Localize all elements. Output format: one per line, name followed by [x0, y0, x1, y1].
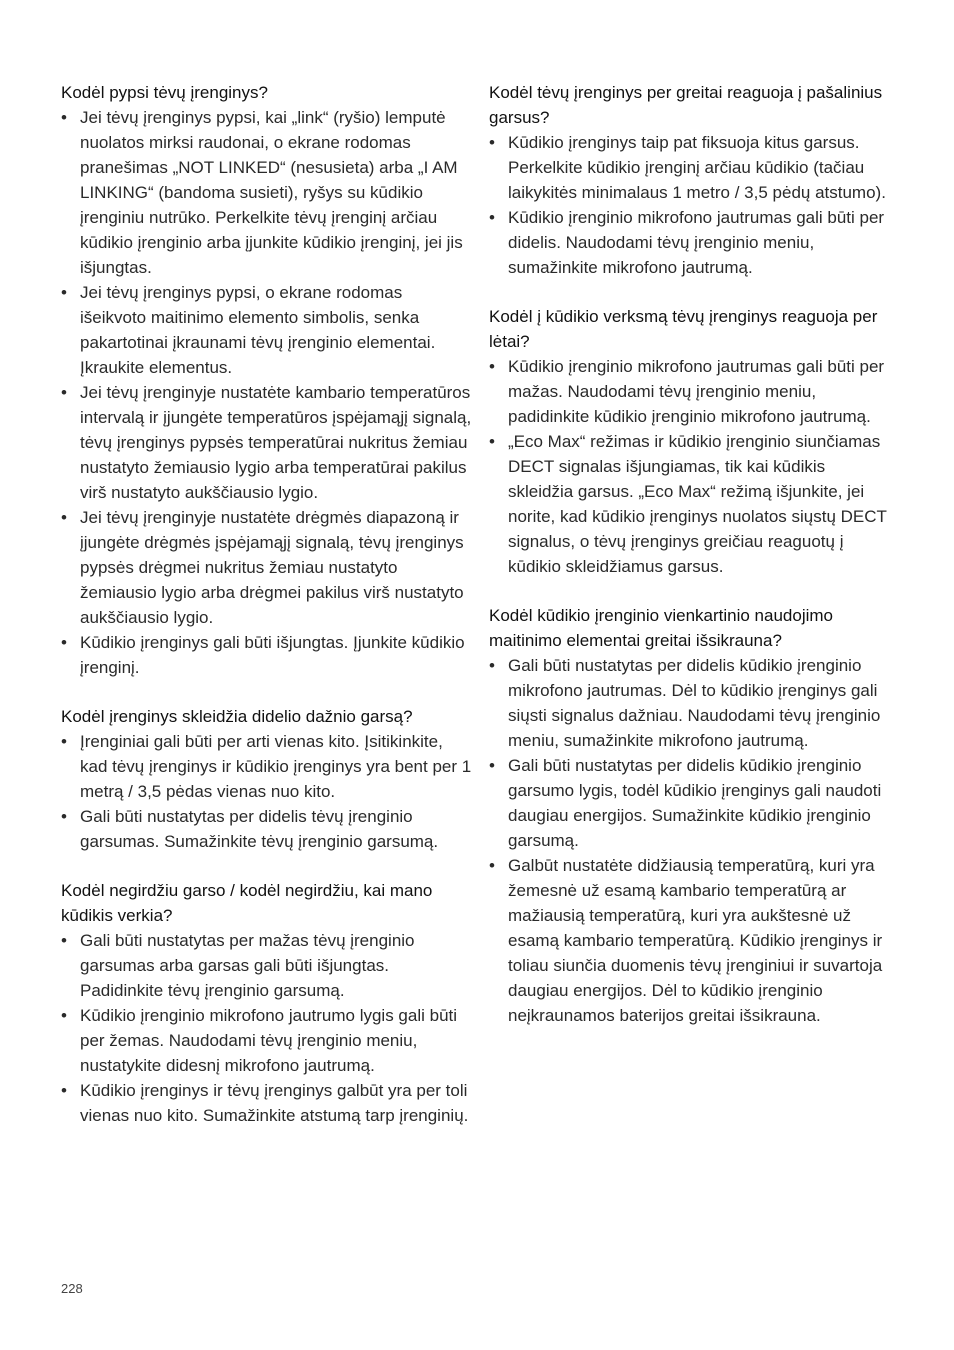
list-item — [489, 753, 893, 853]
bullet-icon: • — [61, 383, 67, 402]
section-heading: Kodėl tėvų įrenginys per greitai reaguoja į pašalinius garsus? — [489, 83, 883, 127]
bullet-icon: • — [489, 357, 495, 376]
section-heading: Kodėl negirdžiu garso / kodėl negirdžiu, kai mano kūdikis verkia? — [61, 881, 433, 925]
list-item-text: Gali būti nustatytas per didelis kūdikio įrenginio garsumo lygis, todėl kūdikio įrenginys gali naudoti daugiau energijos. Sumažinkite kūdikio įrenginio garsumą. — [508, 756, 882, 850]
list-item-text: Kūdikio įrenginys ir tėvų įrenginys galbūt yra per toli vienas nuo kito. Sumažinkite atstumą tarp įrenginių. — [80, 1081, 469, 1125]
list-item-text: Gali būti nustatytas per mažas tėvų įrenginio garsumas arba garsas gali būti išjungtas. Padidinkite tėvų įrenginio garsumą. — [80, 931, 415, 1000]
section-heading: Kodėl kūdikio įrenginio vienkartinio naudojimo maitinimo elementai greitai išsikrauna? — [489, 606, 833, 650]
list-item-text: Gali būti nustatytas per didelis tėvų įrenginio garsumas. Sumažinkite tėvų įrenginio garsumą. — [80, 807, 439, 851]
list-item-text: Kūdikio įrenginys taip pat fiksuoja kitus garsus. Perkelkite kūdikio įrenginį arčiau kūdikio (tačiau laikykitės minimalaus 1 metro / 3,5 pėdų atstumo). — [508, 133, 886, 202]
bullet-icon: • — [489, 208, 495, 227]
list-item — [61, 804, 473, 854]
list-item-text: „Eco Max“ režimas ir kūdikio įrenginio siunčiamas DECT signalas išjungiamas, tik kai kūdikis skleidžia garsus. „Eco Max“ režimą išjunkite, jei norite, kad kūdikio įrenginys nuolatos siųstų DECT signalus, o tėvų įrenginys greičiau reaguotų į kūdikio skleidžiamus garsus. — [508, 432, 887, 576]
list-item — [61, 505, 473, 630]
list-item-text: Kūdikio įrenginio mikrofono jautrumas gali būti per mažas. Naudodami tėvų įrenginio meniu, padidinkite kūdikio įrenginio mikrofono jautrumą. — [508, 357, 885, 426]
list-item-text: Jei tėvų įrenginys pypsi, o ekrane rodomas išeikvoto maitinimo elemento simbolis, senka pakartotinai įkraunami tėvų įrenginio elementai. Įkraukite elementus. — [80, 283, 436, 377]
bullet-icon: • — [489, 656, 495, 675]
list-item-text: Kūdikio įrenginio mikrofono jautrumo lygis gali būti per žemas. Naudodami tėvų įrenginio meniu, nustatykite didesnį mikrofono jautrumą. — [80, 1006, 458, 1075]
section-heading: Kodėl įrenginys skleidžia didelio dažnio garsą? — [61, 707, 413, 726]
faq-section-parent-beeps — [61, 80, 473, 680]
page-number: 228 — [61, 1281, 83, 1296]
section-heading: Kodėl pypsi tėvų įrenginys? — [61, 83, 268, 102]
bullet-icon: • — [61, 807, 67, 826]
list-item — [61, 928, 473, 1003]
answer-list — [489, 354, 893, 579]
right-column — [489, 80, 893, 1052]
answer-list — [61, 928, 473, 1128]
faq-section-reacts-too-slowly — [489, 304, 893, 579]
list-item-text: Jei tėvų įrenginyje nustatėte kambario temperatūros intervalą ir įjungėte temperatūros įspėjamąjį signalą, tėvų įrenginys pypsės temperatūrai nukritus žemiau nustatyto žemiausio lygio arba temperatūrai pakilus virš nustatyto aukščiausio lygio. — [80, 383, 472, 502]
answer-list — [489, 130, 893, 280]
answer-list — [489, 653, 893, 1028]
list-item-text: Kūdikio įrenginio mikrofono jautrumas gali būti per didelis. Naudodami tėvų įrenginio meniu, sumažinkite mikrofono jautrumą. — [508, 208, 885, 277]
bullet-icon: • — [61, 283, 67, 302]
bullet-icon: • — [61, 633, 67, 652]
list-item-text: Įrenginiai gali būti per arti vienas kito. Įsitikinkite, kad tėvų įrenginys ir kūdikio įrenginys yra bent per 1 metrą / 3,5 pėdas vienas nuo kito. — [80, 732, 472, 801]
list-item — [489, 853, 893, 1028]
answer-list — [61, 105, 473, 680]
bullet-icon: • — [489, 856, 495, 875]
left-column — [61, 80, 473, 1152]
list-item-text: Jei tėvų įrenginys pypsi, kai „link“ (ryšio) lemputė nuolatos mirksi raudonai, o ekrane rodomas pranešimas „NOT LINKED“ (nesusieta) arba „I AM LINKING“ (bandoma susieti), ryšys su kūdikio įrenginiu nutrūko. Perkelkite tėvų įrenginį arčiau kūdikio įrenginio arba įjunkite kūdikio įrenginį, jei jis išjungtas. — [80, 108, 463, 277]
bullet-icon: • — [61, 1081, 67, 1100]
list-item — [61, 1003, 473, 1078]
list-item-text: Jei tėvų įrenginyje nustatėte drėgmės diapazoną ir įjungėte drėgmės įspėjamąjį signalą, tėvų įrenginys pypsės drėgmei nukritus žemiau nustatyto žemiausio lygio arba drėgmei pakilus virš nustatyto aukščiausio lygio. — [80, 508, 464, 627]
list-item — [489, 429, 893, 579]
list-item-text: Galbūt nustatėte didžiausią temperatūrą, kuri yra žemesnė už esamą kambario temperatūrą ar mažiausią temperatūrą, kuri yra aukštesnė už esamą kambario temperatūrą. Kūdikio įrenginys ir toliau siunčia duomenis tėvų įrenginiui ir suvartoja daugiau energijos. Dėl to kūdikio įrenginio neįkraunamos baterijos greitai išsikrauna. — [508, 856, 883, 1025]
list-item-text: Gali būti nustatytas per didelis kūdikio įrenginio mikrofono jautrumas. Dėl to kūdikio įrenginys gali siųsti signalus dažniau. Naudodami tėvų įrenginio meniu, sumažinkite mikrofono jautrumą. — [508, 656, 881, 750]
answer-list — [61, 729, 473, 854]
list-item — [61, 105, 473, 280]
list-item — [489, 205, 893, 280]
list-item-text: Kūdikio įrenginys gali būti išjungtas. Įjunkite kūdikio įrenginį. — [80, 633, 465, 677]
list-item — [61, 280, 473, 380]
faq-section-high-pitched-noise — [61, 704, 473, 854]
list-item — [61, 380, 473, 505]
faq-section-batteries-drain — [489, 603, 893, 1028]
list-item — [489, 653, 893, 753]
list-item — [61, 729, 473, 804]
bullet-icon: • — [61, 931, 67, 950]
bullet-icon: • — [61, 108, 67, 127]
list-item — [61, 630, 473, 680]
bullet-icon: • — [61, 1006, 67, 1025]
faq-section-reacts-too-quickly — [489, 80, 893, 280]
faq-section-no-sound — [61, 878, 473, 1128]
bullet-icon: • — [61, 732, 67, 751]
bullet-icon: • — [489, 432, 495, 451]
bullet-icon: • — [489, 756, 495, 775]
section-heading: Kodėl į kūdikio verksmą tėvų įrenginys reaguoja per lėtai? — [489, 307, 878, 351]
bullet-icon: • — [489, 133, 495, 152]
list-item — [489, 354, 893, 429]
list-item — [489, 130, 893, 205]
bullet-icon: • — [61, 508, 67, 527]
list-item — [61, 1078, 473, 1128]
